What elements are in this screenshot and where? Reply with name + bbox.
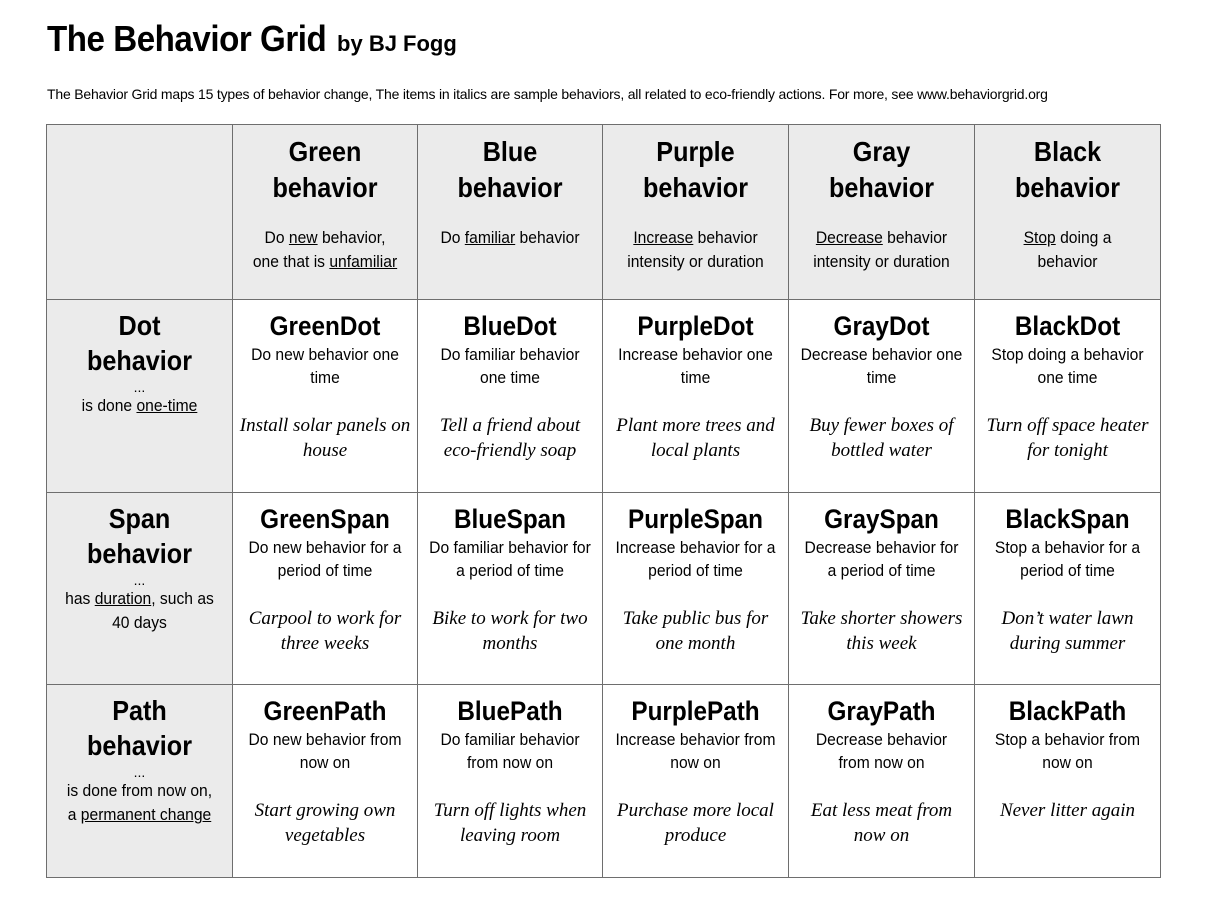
cell-blackpath: BlackPath Stop a behavior from now on Never litter again [975, 685, 1161, 878]
page-byline: by BJ Fogg [337, 31, 457, 56]
cell-purplepath: PurplePath Increase behavior from now on Purchase more local produce [603, 685, 789, 878]
row-span [47, 492, 1161, 685]
corner-cell [47, 125, 233, 300]
cell-bluepath: BluePath Do familiar behavior from now on Turn off lights when leaving room [418, 685, 603, 878]
cell-greenpath: GreenPath Do new behavior from now on Start growing own vegetables [233, 685, 418, 878]
column-header-black: Black behavior Stop doing a behavior [975, 125, 1161, 300]
cell-grayspan: GraySpan Decrease behavior for a period of time Take shorter showers this week [789, 492, 975, 685]
behavior-grid [46, 124, 1161, 878]
cell-blackspan: BlackSpan Stop a behavior for a period of time Don’t water lawn during summer [975, 492, 1161, 685]
row-path [47, 685, 1161, 878]
page-title: The Behavior Grid [47, 18, 327, 59]
column-header-green: Green behavior Do new behavior, one that is unfamiliar [233, 125, 418, 300]
row-header-span: Span behavior ... has duration, such as 40 days [47, 492, 233, 685]
cell-greenspan: GreenSpan Do new behavior for a period of time Carpool to work for three weeks [233, 492, 418, 685]
column-header-purple: Purple behavior Increase behavior intensity or duration [603, 125, 789, 300]
column-header-gray: Gray behavior Decrease behavior intensity or duration [789, 125, 975, 300]
cell-purpledot: PurpleDot Increase behavior one time Plant more trees and local plants [603, 300, 789, 493]
cell-bluedot: BlueDot Do familiar behavior one time Tell a friend about eco-friendly soap [418, 300, 603, 493]
cell-blackdot: BlackDot Stop doing a behavior one time Turn off space heater for tonight [975, 300, 1161, 493]
row-dot [47, 300, 1161, 493]
intro-text: The Behavior Grid maps 15 types of behavior change, The items in italics are sample behaviors, all related to eco-friendly actions. For more, see www.behaviorgrid.org [47, 86, 1048, 102]
cell-graydot: GrayDot Decrease behavior one time Buy fewer boxes of bottled water [789, 300, 975, 493]
row-header-path: Path behavior ... is done from now on, a permanent change [47, 685, 233, 878]
cell-purplespan: PurpleSpan Increase behavior for a period of time Take public bus for one month [603, 492, 789, 685]
column-header-blue: Blue behavior Do familiar behavior [418, 125, 603, 300]
cell-bluespan: BlueSpan Do familiar behavior for a period of time Bike to work for two months [418, 492, 603, 685]
cell-greendot: GreenDot Do new behavior one time Install solar panels on house [233, 300, 418, 493]
row-header-dot: Dot behavior ... is done one-time [47, 300, 233, 493]
header-row [47, 125, 1161, 300]
title-block [47, 18, 457, 60]
cell-graypath: GrayPath Decrease behavior from now on Eat less meat from now on [789, 685, 975, 878]
